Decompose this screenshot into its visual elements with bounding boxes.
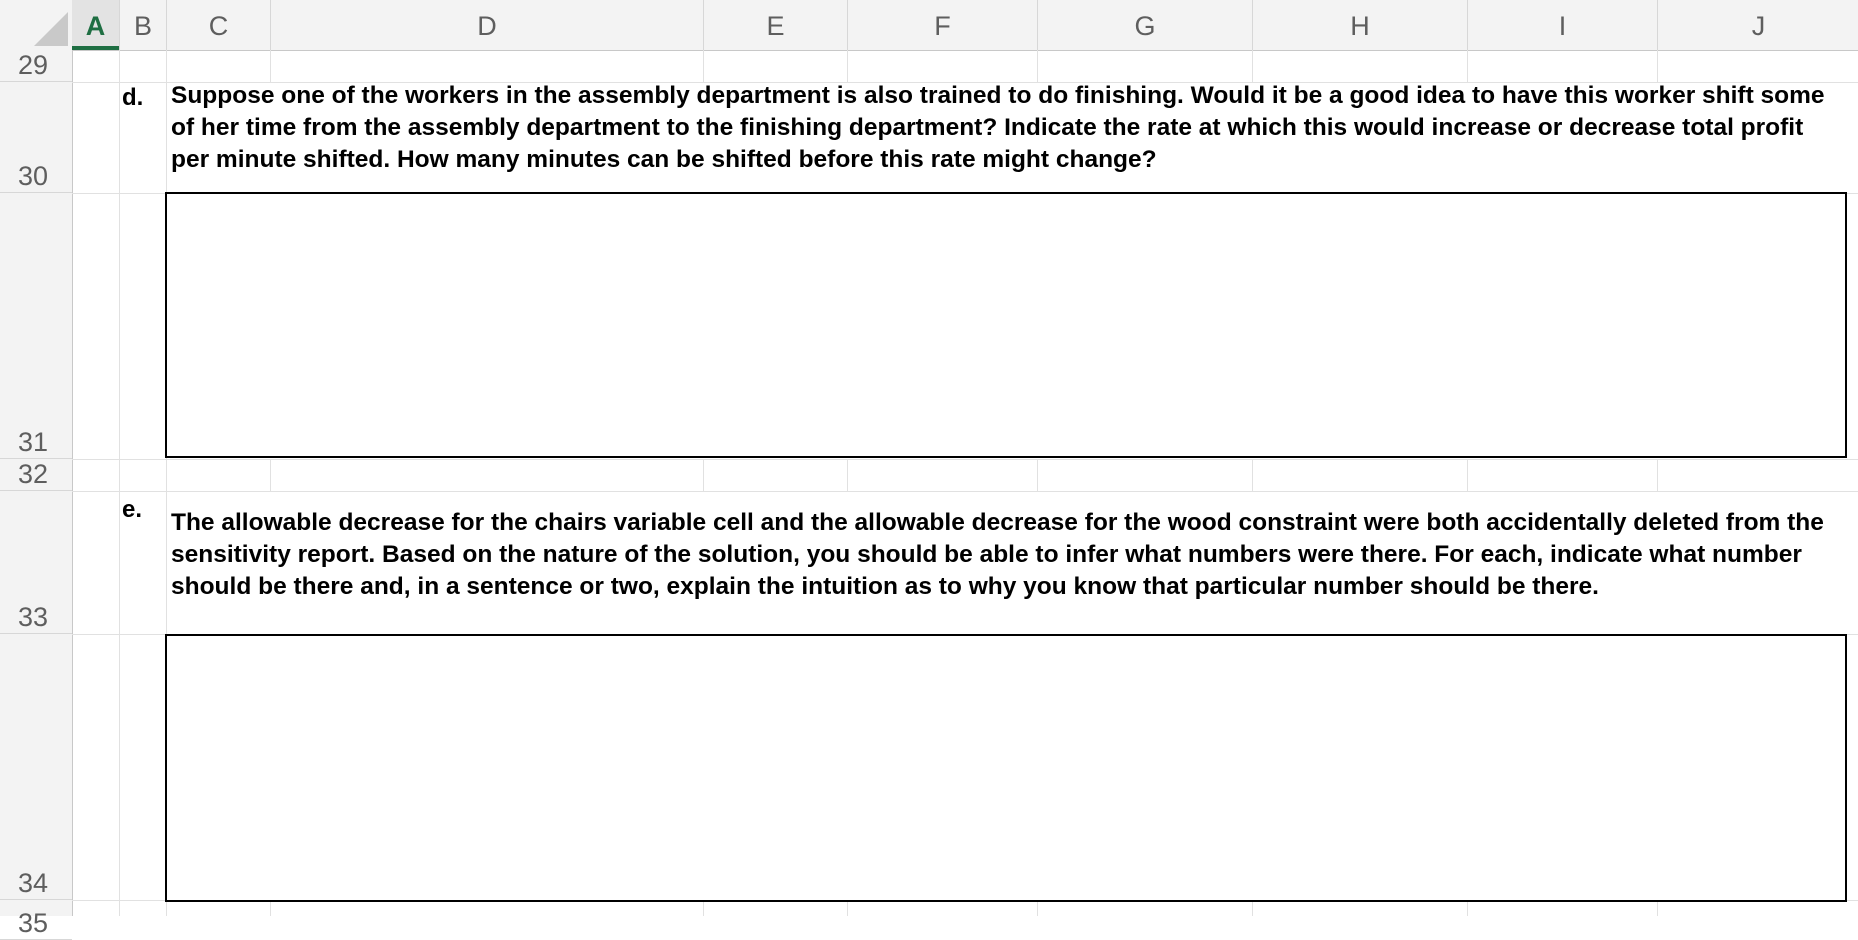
gridline [703, 459, 704, 491]
gridline [703, 50, 704, 82]
gridline [1252, 50, 1253, 82]
column-header-a[interactable]: A [72, 0, 119, 50]
row-header-34[interactable]: 34 [0, 634, 72, 900]
column-header-c[interactable]: C [166, 0, 270, 50]
gridline [270, 50, 271, 82]
gridline [1252, 900, 1253, 916]
gridline [1037, 50, 1038, 82]
gridline [1657, 459, 1658, 491]
gridline [1657, 900, 1658, 916]
gridline [703, 900, 704, 916]
gridline [1657, 50, 1658, 82]
column-header-e[interactable]: E [703, 0, 847, 50]
gridline [72, 459, 1858, 460]
gridline [1467, 50, 1468, 82]
gridline [847, 459, 848, 491]
column-header-f[interactable]: F [847, 0, 1037, 50]
row-header-32[interactable]: 32 [0, 459, 72, 491]
row-header-35[interactable]: 35 [0, 900, 72, 940]
gridline [270, 459, 271, 491]
column-header-bar [0, 0, 1858, 51]
column-header-j[interactable]: J [1657, 0, 1858, 50]
gridline [1467, 459, 1468, 491]
gridline [1467, 900, 1468, 916]
gridline [847, 50, 848, 82]
column-header-h[interactable]: H [1252, 0, 1467, 50]
gridline [1037, 459, 1038, 491]
column-header-d[interactable]: D [270, 0, 703, 50]
answer-box-e[interactable] [165, 634, 1847, 902]
gridline [119, 50, 120, 916]
question-e-label: e. [122, 496, 143, 523]
row-header-30[interactable]: 30 [0, 82, 72, 193]
row-header-29[interactable]: 29 [0, 50, 72, 82]
gridline [270, 900, 271, 916]
select-all-triangle-icon [34, 12, 68, 46]
answer-box-d[interactable] [165, 192, 1847, 458]
gridline [72, 491, 1858, 492]
question-d-label: d. [122, 84, 144, 111]
column-header-b[interactable]: B [119, 0, 166, 50]
row-header-33[interactable]: 33 [0, 491, 72, 634]
gridline [1252, 459, 1253, 491]
row-header-bar [0, 50, 73, 938]
question-e-text[interactable]: The allowable decrease for the chairs variable cell and the allowable decrease for the wood constraint were both accidentally deleted from the sensitivity report. Based on the nature of the solution, you should be able to infer what numbers were there. For each, indicate what number should be there and, in a sentence or two, explain the intuition as to why you know that particular number should be there. [171, 509, 1824, 600]
gridline [1037, 900, 1038, 916]
row-header-31[interactable]: 31 [0, 193, 72, 459]
select-all-button[interactable] [0, 0, 72, 50]
question-d-text[interactable]: Suppose one of the workers in the assembly department is also trained to do finishing. Would it be a good idea to have this worker shift some of her time from the assembly department to the finishing department? Indicate the rate at which this would increase or decrease total profit per minute shifted. How many minutes can be shifted before this rate might change? [171, 82, 1825, 173]
column-header-g[interactable]: G [1037, 0, 1252, 50]
column-header-i[interactable]: I [1467, 0, 1657, 50]
gridline [847, 900, 848, 916]
